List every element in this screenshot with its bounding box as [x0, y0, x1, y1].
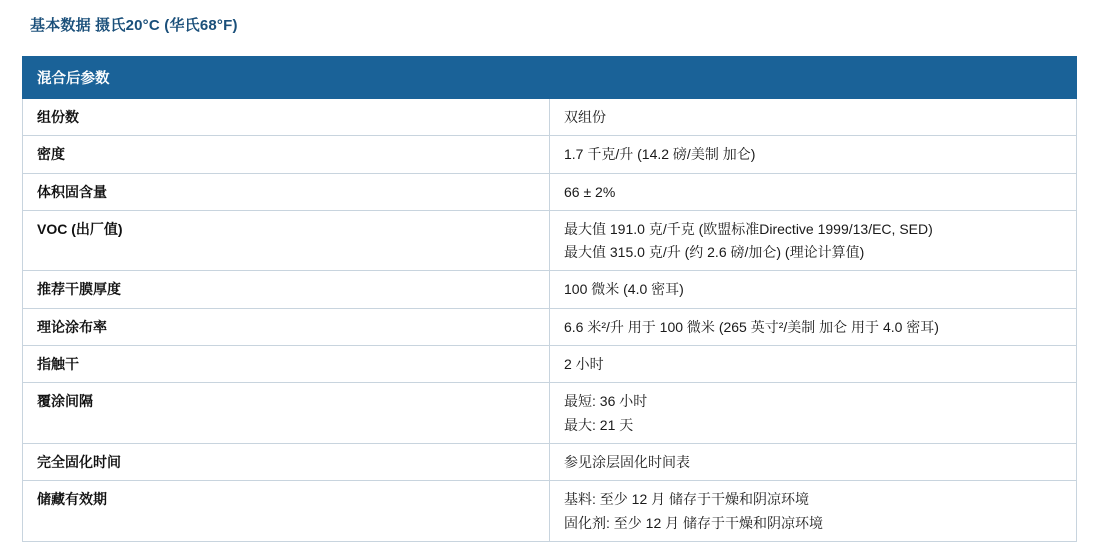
- row-label: 密度: [23, 136, 550, 173]
- table-row: [23, 210, 1077, 271]
- value-line: 基料: 至少 12 月 储存于干燥和阴凉环境: [564, 491, 810, 508]
- table-row: [23, 383, 1077, 444]
- technical-data-table: [22, 56, 1077, 542]
- value-line: 参见涂层固化时间表: [564, 453, 690, 470]
- table-row: [23, 346, 1077, 383]
- table-row: [23, 173, 1077, 210]
- table-row: [23, 271, 1077, 308]
- table-header-row: [23, 57, 1077, 99]
- row-value: [550, 210, 1077, 271]
- value-line: 最大: 21 天: [564, 416, 634, 433]
- row-value: [550, 99, 1077, 136]
- table-row: [23, 443, 1077, 480]
- value-line: 最短: 36 小时: [564, 393, 648, 410]
- row-value: [550, 136, 1077, 173]
- row-label: 覆涂间隔: [23, 383, 550, 444]
- value-line: 66 ± 2%: [564, 183, 616, 200]
- row-label: 理论涂布率: [23, 308, 550, 345]
- value-line: 最大值 315.0 克/升 (约 2.6 磅/加仑) (理论计算值): [564, 244, 865, 261]
- page-title: 基本数据 摄氏20°C (华氏68°F): [30, 17, 238, 34]
- row-label: 指触干: [23, 346, 550, 383]
- table-body: [23, 99, 1077, 542]
- row-label: 储藏有效期: [23, 481, 550, 542]
- row-value: [550, 271, 1077, 308]
- row-label: 体积固含量: [23, 173, 550, 210]
- value-line: 1.7 千克/升 (14.2 磅/美制 加仑): [564, 146, 756, 163]
- value-line: 2 小时: [564, 356, 604, 373]
- table-header: [23, 57, 1077, 99]
- table-row: [23, 136, 1077, 173]
- table-row: [23, 308, 1077, 345]
- row-value: [550, 173, 1077, 210]
- row-label: 完全固化时间: [23, 443, 550, 480]
- value-line: 100 微米 (4.0 密耳): [564, 281, 684, 298]
- value-line: 固化剂: 至少 12 月 储存于干燥和阴凉环境: [564, 514, 824, 531]
- row-value: [550, 346, 1077, 383]
- value-line: 最大值 191.0 克/千克 (欧盟标准Directive 1999/13/EC, SED): [564, 220, 933, 237]
- row-value: [550, 383, 1077, 444]
- row-label: VOC (出厂值): [23, 210, 550, 271]
- row-value: [550, 308, 1077, 345]
- row-label: 组份数: [23, 99, 550, 136]
- row-value: [550, 443, 1077, 480]
- table-row: [23, 99, 1077, 136]
- row-label: 推荐干膜厚度: [23, 271, 550, 308]
- value-line: 6.6 米²/升 用于 100 微米 (265 英寸²/美制 加仑 用于 4.0 密耳): [564, 318, 939, 335]
- table-header-title: 混合后参数: [23, 57, 1077, 99]
- row-value: [550, 481, 1077, 542]
- table-row: [23, 481, 1077, 542]
- value-line: 双组份: [564, 109, 606, 125]
